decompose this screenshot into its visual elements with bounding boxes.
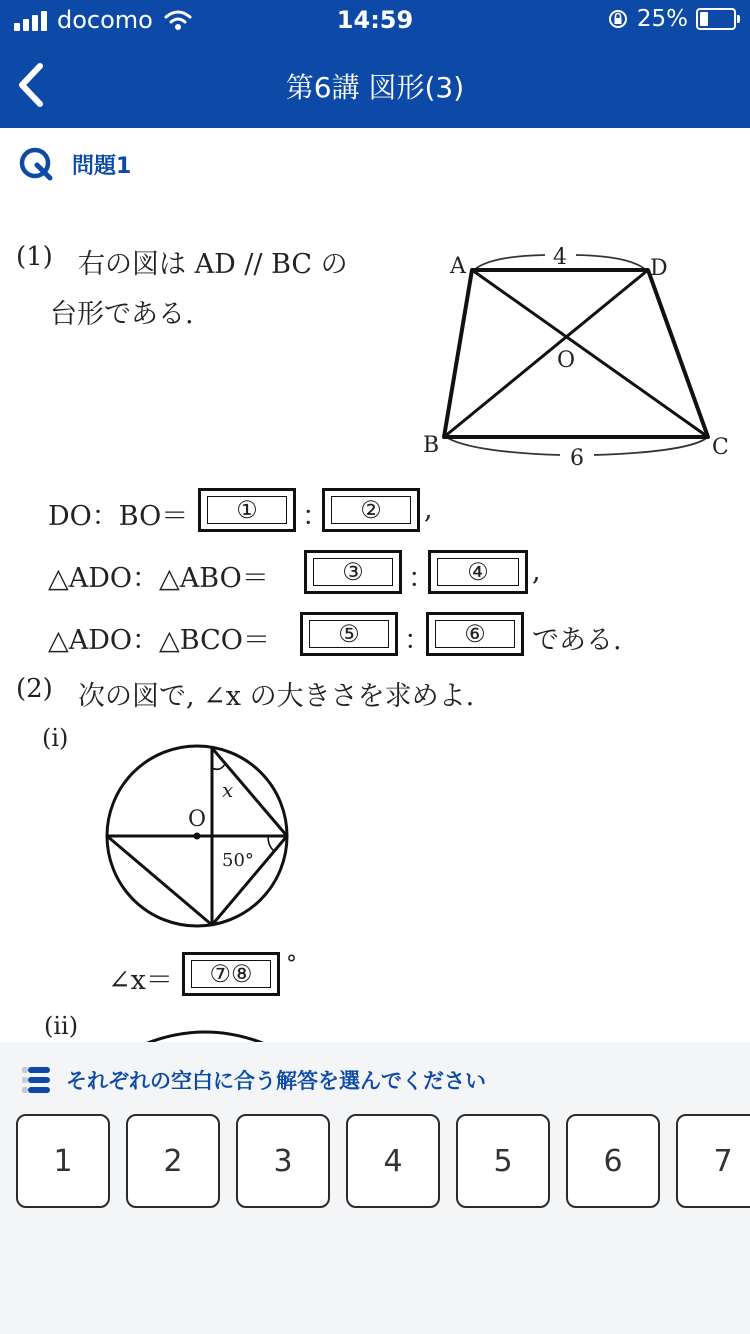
eq1-sep: ： bbox=[302, 501, 329, 532]
battery-icon bbox=[696, 8, 736, 30]
blank-1[interactable]: ① bbox=[198, 488, 296, 532]
choice-7-button[interactable]: 7 bbox=[676, 1114, 750, 1208]
eq2-left: △ADO：△ABO＝ bbox=[48, 563, 269, 594]
eq2-end: , bbox=[532, 556, 541, 587]
blank-6[interactable]: ⑥ bbox=[426, 612, 524, 656]
answer-prompt: それぞれの空白に合う解答を選んでください bbox=[66, 1069, 486, 1093]
vertex-b: B bbox=[423, 433, 440, 458]
vertex-d: D bbox=[650, 256, 668, 281]
vertex-a: A bbox=[450, 254, 466, 279]
clock: 14:59 bbox=[336, 6, 414, 34]
choice-3-button[interactable]: 3 bbox=[236, 1114, 330, 1208]
navigation-bar bbox=[0, 42, 750, 128]
carrier-name: docomo bbox=[57, 6, 153, 34]
eq1-end: , bbox=[424, 494, 433, 525]
sub-ii-label: (ii) bbox=[44, 1012, 79, 1040]
choice-2-button[interactable]: 2 bbox=[126, 1114, 220, 1208]
answer-panel-header bbox=[20, 1064, 486, 1096]
choice-1-button[interactable]: 1 bbox=[16, 1114, 110, 1208]
part1-number: (1) bbox=[16, 242, 53, 272]
eq3-end: である. bbox=[532, 625, 622, 656]
question-header bbox=[18, 146, 131, 182]
point-o: O bbox=[557, 348, 576, 373]
sub-i-label: (i) bbox=[42, 724, 69, 752]
angle-50-arc bbox=[268, 836, 274, 851]
answer-panel bbox=[0, 1042, 750, 1334]
blank-3[interactable]: ③ bbox=[304, 550, 402, 594]
blank-2[interactable]: ② bbox=[322, 488, 420, 532]
choice-4-button[interactable]: 4 bbox=[346, 1114, 440, 1208]
orientation-lock-icon bbox=[607, 8, 629, 30]
blank-7-8[interactable]: ⑦⑧ bbox=[182, 952, 280, 996]
trapezoid-abcd bbox=[444, 270, 708, 437]
eq2-sep: ： bbox=[408, 563, 435, 594]
center-label: O bbox=[188, 807, 207, 832]
choice-6-button[interactable]: 6 bbox=[566, 1114, 660, 1208]
choice-list bbox=[16, 1114, 750, 1208]
bottom-length: 6 bbox=[570, 446, 584, 470]
diagonal-ac bbox=[472, 270, 708, 437]
status-bar bbox=[0, 0, 750, 42]
eq3-left: △ADO：△BCO＝ bbox=[48, 625, 270, 656]
blank-4[interactable]: ④ bbox=[428, 550, 528, 594]
trapezoid-figure bbox=[410, 240, 740, 470]
answer-unit: ° bbox=[286, 952, 297, 977]
part2-text: 次の図で, ∠x の大きさを求めよ. bbox=[78, 681, 475, 712]
vertex-c: C bbox=[712, 435, 729, 460]
angle-x-label: x bbox=[222, 778, 234, 802]
eq3-sep: ： bbox=[404, 625, 431, 656]
chord-left-bottom bbox=[107, 836, 212, 925]
angle-50-label: 50° bbox=[222, 850, 254, 871]
answer-left: ∠x＝ bbox=[108, 965, 173, 996]
diagonal-bd bbox=[444, 270, 648, 437]
circle-ii-partial bbox=[140, 1030, 270, 1042]
choice-5-button[interactable]: 5 bbox=[456, 1114, 550, 1208]
angle-x-arc bbox=[212, 764, 225, 769]
part1-line1: 右の図は AD // BC の bbox=[78, 249, 348, 280]
blank-5[interactable]: ⑤ bbox=[300, 612, 398, 656]
eq1-left: DO：BO＝ bbox=[48, 501, 189, 532]
circle-figure bbox=[100, 740, 300, 940]
problem-content bbox=[0, 200, 750, 1042]
part2-number: (2) bbox=[16, 674, 53, 704]
battery-percent: 25% bbox=[636, 6, 688, 32]
center-point bbox=[194, 833, 201, 840]
question-q-icon bbox=[18, 146, 54, 182]
question-label: 問題1 bbox=[72, 153, 132, 179]
list-icon bbox=[20, 1064, 52, 1096]
top-length: 4 bbox=[553, 245, 567, 270]
page-title: 第6講 図形(3) bbox=[285, 71, 465, 104]
part1-line2: 台形である. bbox=[50, 299, 194, 330]
